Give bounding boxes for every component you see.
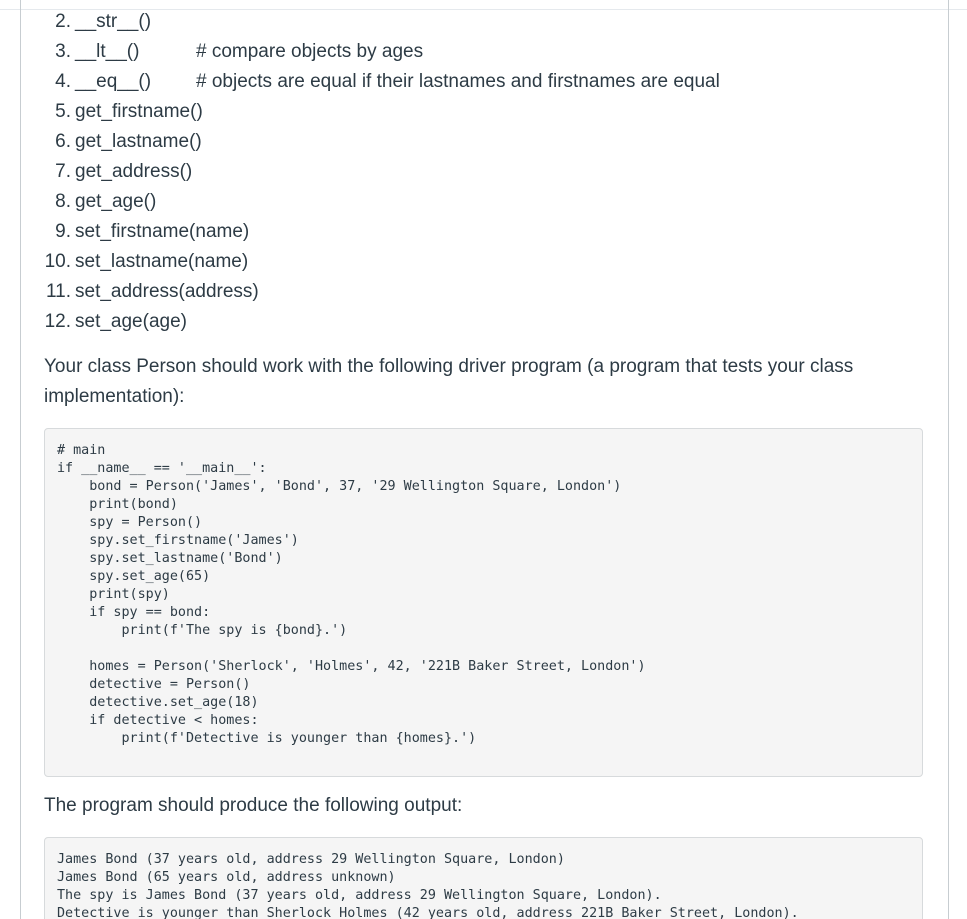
method-number: 2. — [55, 11, 71, 32]
method-number: 8. — [55, 191, 71, 212]
method-list-item — [21, 307, 259, 337]
method-name: get_firstname() — [75, 101, 203, 122]
method-name: set_address(address) — [75, 281, 259, 302]
method-number: 5. — [55, 101, 71, 122]
method-list-item — [21, 37, 424, 67]
code-line: spy.set_lastname('Bond') — [57, 551, 283, 566]
code-line: detective.set_age(18) — [57, 695, 259, 710]
code-line: if detective < homes: — [57, 713, 259, 728]
method-comment: # compare objects by ages — [196, 41, 424, 62]
method-name: get_address() — [75, 161, 193, 182]
method-list — [21, 7, 720, 337]
method-comment: # objects are equal if their lastnames and firstnames are equal — [196, 71, 720, 92]
method-number: 4. — [55, 71, 71, 92]
method-list-item — [21, 247, 259, 277]
code-line: print(f'The spy is {bond}.') — [57, 623, 348, 638]
code-line: if spy == bond: — [57, 605, 211, 620]
code-line: if __name__ == '__main__': — [57, 461, 267, 476]
code-line — [57, 640, 910, 658]
method-number: 3. — [55, 41, 71, 62]
method-number: 6. — [55, 131, 71, 152]
output-intro-text: The program should produce the following output: — [44, 795, 463, 816]
method-name: __lt__() — [75, 41, 140, 62]
output-line: Detective is younger than Sherlock Holmes (42 years old, address 221B Baker Street, London). — [57, 906, 799, 919]
method-number: 9. — [55, 221, 71, 242]
method-list-item — [21, 67, 720, 97]
method-number: 12. — [44, 311, 71, 332]
code-line: # main — [57, 443, 106, 458]
code-line: bond = Person('James', 'Bond', 37, '29 Wellington Square, London') — [57, 479, 622, 494]
driver-code-block[interactable] — [44, 428, 923, 777]
code-line: spy.set_firstname('James') — [57, 533, 299, 548]
method-name: get_age() — [75, 191, 157, 212]
method-list-item — [21, 157, 259, 187]
method-name: set_age(age) — [75, 311, 187, 332]
method-list-item — [21, 187, 259, 217]
method-name: set_lastname(name) — [75, 251, 249, 272]
output-line: James Bond (37 years old, address 29 Wellington Square, London) — [57, 852, 565, 867]
code-line: detective = Person() — [57, 677, 251, 692]
code-line: print(f'Detective is younger than {homes}.') — [57, 731, 477, 746]
method-list-item — [21, 7, 259, 37]
driver-intro-text: Your class Person should work with the following driver program (a program that tests your class implementation): — [44, 356, 854, 407]
method-list-item — [21, 217, 259, 247]
method-list-item — [21, 97, 259, 127]
expected-output-block[interactable] — [44, 837, 923, 919]
code-line: homes = Person('Sherlock', 'Holmes', 42, '221B Baker Street, London') — [57, 659, 646, 674]
output-line: The spy is James Bond (37 years old, address 29 Wellington Square, London). — [57, 888, 662, 903]
code-line: print(spy) — [57, 587, 170, 602]
code-line: spy.set_age(65) — [57, 569, 211, 584]
method-number: 7. — [55, 161, 71, 182]
assignment-content — [20, 0, 949, 919]
method-list-item — [21, 127, 259, 157]
code-line: print(bond) — [57, 497, 178, 512]
method-name: __eq__() — [75, 71, 152, 92]
method-name: get_lastname() — [75, 131, 202, 152]
method-name: __str__() — [75, 11, 152, 32]
method-number: 10. — [44, 251, 71, 272]
method-list-item — [21, 277, 259, 307]
method-number: 11. — [45, 281, 71, 302]
code-line: spy = Person() — [57, 515, 203, 530]
output-line: James Bond (65 years old, address unknown) — [57, 870, 396, 885]
method-name: set_firstname(name) — [75, 221, 250, 242]
